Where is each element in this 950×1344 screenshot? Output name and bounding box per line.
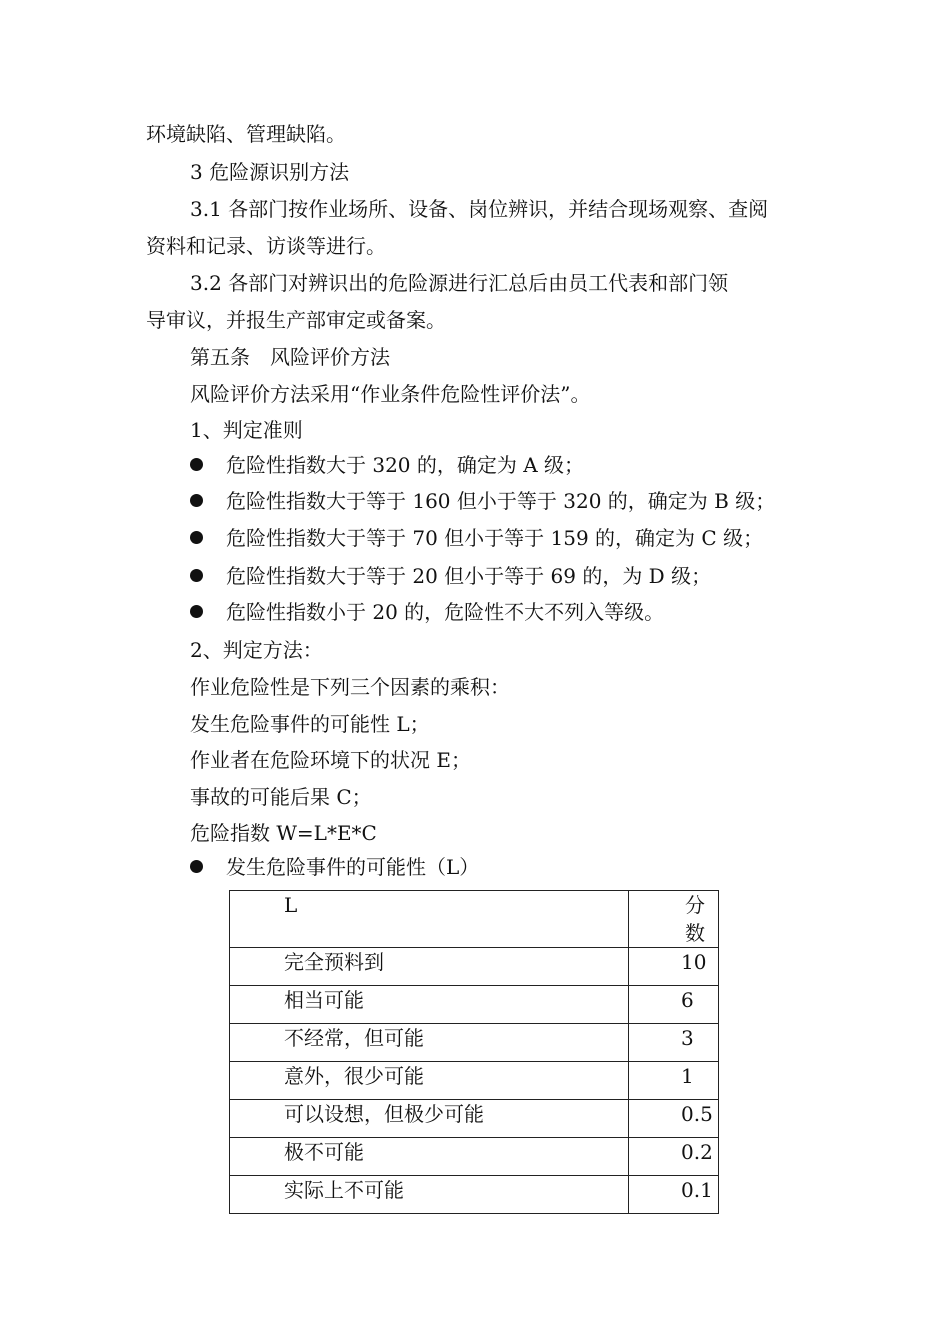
bullet-icon <box>190 605 203 618</box>
section-heading: 3 危险源识别方法 <box>190 160 350 184</box>
table-row <box>230 948 719 986</box>
table-cell: 意外，很少可能 <box>230 1062 629 1100</box>
criteria-item: 危险性指数大于等于 160 但小于等于 320 的，确定为 B 级； <box>226 489 776 513</box>
table-cell: 相当可能 <box>230 986 629 1024</box>
paragraph-line: 导审议，并报生产部审定或备案。 <box>146 308 446 332</box>
paragraph-line: 3.2 各部门对辨识出的危险源进行汇总后由员工代表和部门领 <box>190 271 729 295</box>
criteria-item: 危险性指数大于等于 70 但小于等于 159 的，确定为 C 级； <box>226 526 764 550</box>
criteria-item: 危险性指数大于等于 20 但小于等于 69 的，为 D 级； <box>226 564 712 588</box>
bullet-icon <box>190 494 203 507</box>
criteria-item: 危险性指数小于 20 的，危险性不大不列入等级。 <box>226 600 665 624</box>
bullet-icon <box>190 458 203 471</box>
table-header-row <box>230 891 719 948</box>
table-cell: 1 <box>629 1062 719 1100</box>
table-cell: 3 <box>629 1024 719 1062</box>
table-header-cell: L <box>230 891 629 948</box>
table-cell: 6 <box>629 986 719 1024</box>
table-row <box>230 1062 719 1100</box>
subsection-heading: 1、判定准则 <box>190 418 303 442</box>
table-cell: 可以设想，但极少可能 <box>230 1100 629 1138</box>
table-header-cell: 分数 <box>629 891 719 948</box>
table-cell: 实际上不可能 <box>230 1176 629 1214</box>
table-cell: 0.5 <box>629 1100 719 1138</box>
bullet-icon <box>190 860 203 873</box>
table-cell: 不经常，但可能 <box>230 1024 629 1062</box>
article-heading: 第五条 风险评价方法 <box>190 345 390 369</box>
table-cell: 0.1 <box>629 1176 719 1214</box>
likelihood-score-table <box>229 890 719 1214</box>
paragraph-line: 3.1 各部门按作业场所、设备、岗位辨识，并结合现场观察、查阅 <box>190 197 769 221</box>
paragraph-line: 风险评价方法采用“作业条件危险性评价法”。 <box>190 382 591 406</box>
subsection-heading: 2、判定方法： <box>190 638 323 662</box>
paragraph-line: 事故的可能后果 C； <box>190 785 372 809</box>
table-cell: 极不可能 <box>230 1138 629 1176</box>
paragraph-line: 资料和记录、访谈等进行。 <box>146 234 386 258</box>
table-cell: 0.2 <box>629 1138 719 1176</box>
table-row <box>230 1176 719 1214</box>
bullet-icon <box>190 531 203 544</box>
table-row <box>230 986 719 1024</box>
likelihood-heading: 发生危险事件的可能性（L） <box>226 855 480 879</box>
table-row <box>230 1100 719 1138</box>
paragraph-line: 作业危险性是下列三个因素的乘积： <box>190 675 510 699</box>
table-row <box>230 1138 719 1176</box>
table-cell: 完全预料到 <box>230 948 629 986</box>
table-cell: 10 <box>629 948 719 986</box>
criteria-item: 危险性指数大于 320 的，确定为 A 级； <box>226 453 585 477</box>
bullet-icon <box>190 569 203 582</box>
formula-line: 危险指数 W=L*E*C <box>190 821 377 845</box>
paragraph-line: 作业者在危险环境下的状况 E； <box>190 748 471 772</box>
paragraph-line: 发生危险事件的可能性 L； <box>190 712 430 736</box>
paragraph-line: 环境缺陷、管理缺陷。 <box>146 122 346 146</box>
table-row <box>230 1024 719 1062</box>
